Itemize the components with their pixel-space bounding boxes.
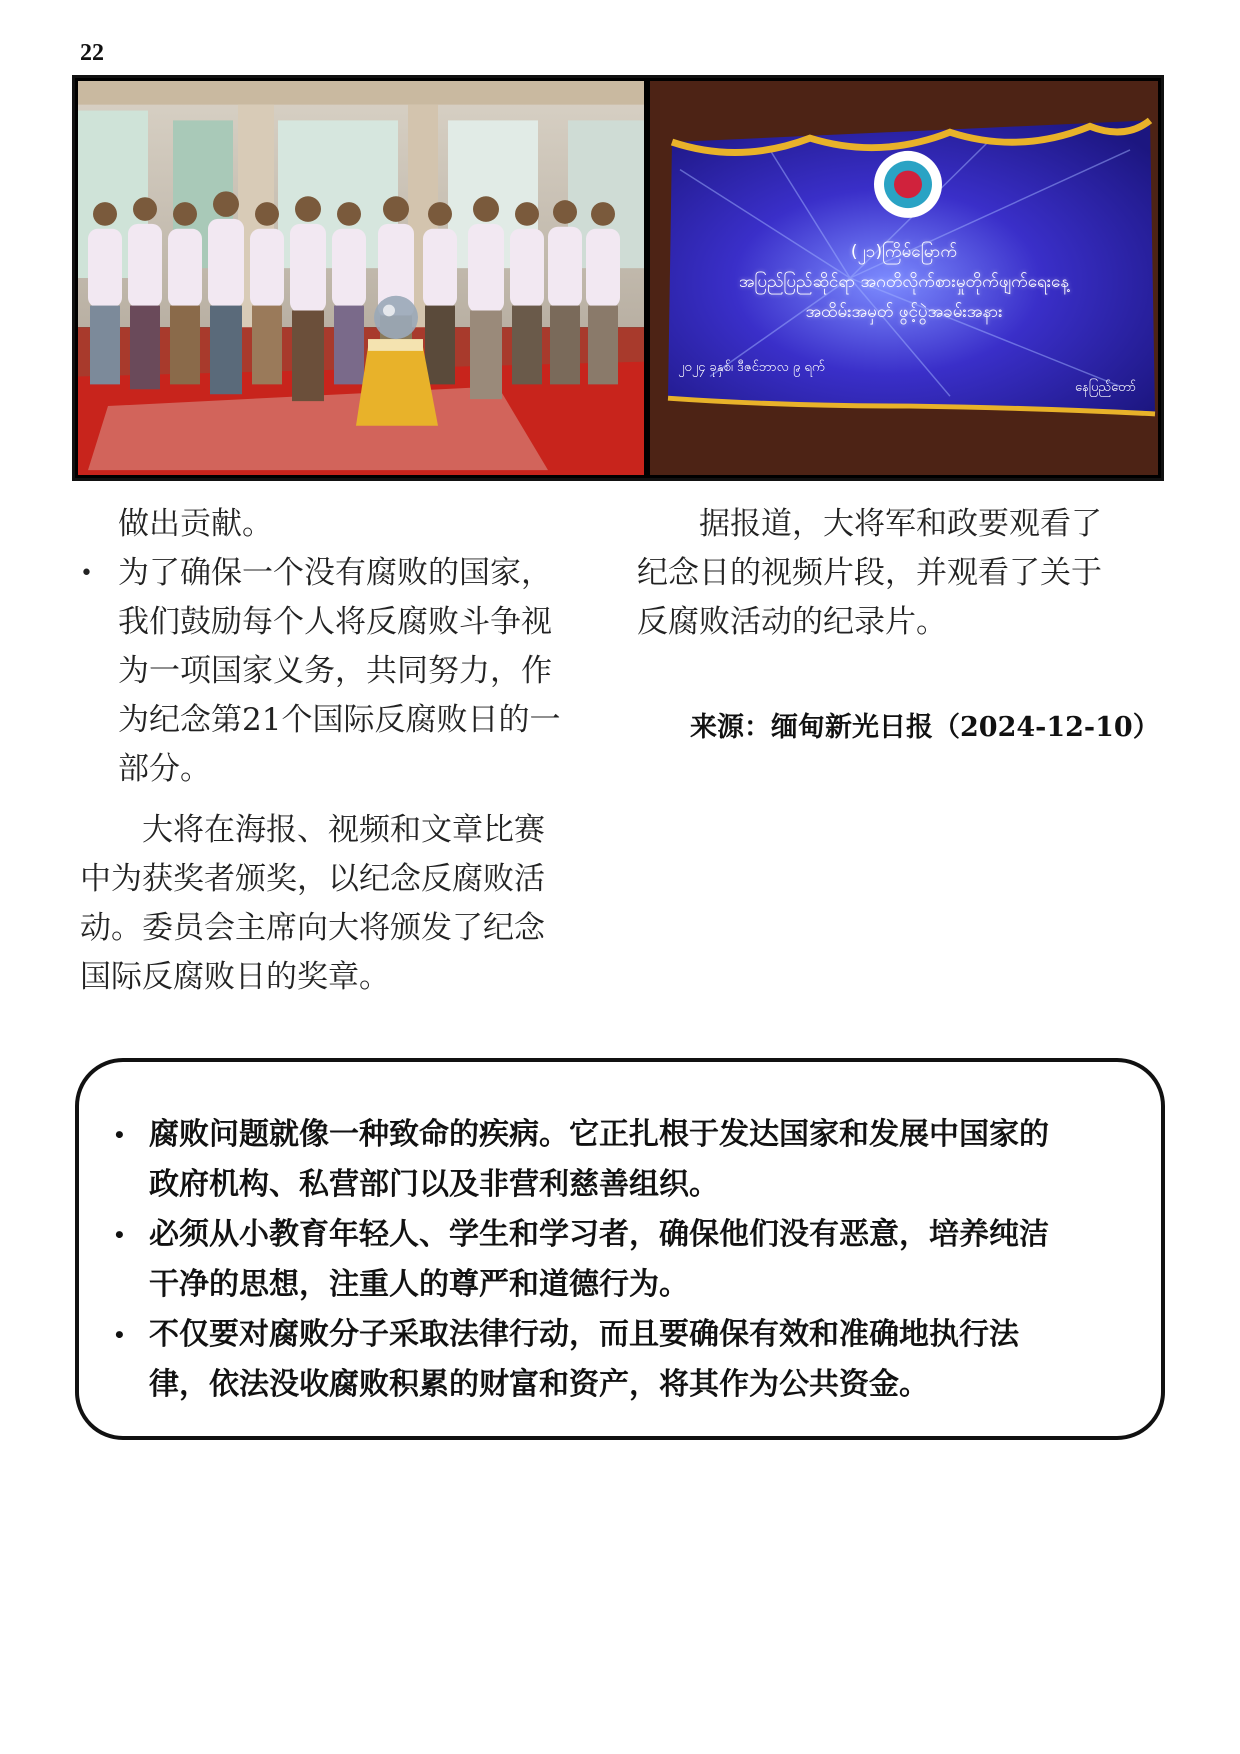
- bullet-line: 为了确保一个没有腐败的国家，: [118, 555, 552, 591]
- highlight-item: [99, 1310, 1141, 1410]
- award-paragraph: [80, 806, 600, 1002]
- paragraph-line: 反腐败活动的纪录片。: [637, 604, 947, 640]
- paragraph-line: 据报道，大将军和政要观看了: [699, 506, 1102, 542]
- bullet-line: 为一项国家义务，共同努力，作: [118, 653, 552, 689]
- highlight-line: 律，依法没收腐败积累的财富和资产，将其作为公共资金。: [149, 1367, 929, 1402]
- highlight-line: 必须从小教育年轻人、学生和学习者，确保他们没有恶意，培养纯洁: [149, 1217, 1049, 1252]
- highlight-line: 干净的思想，注重人的尊严和道德行为。: [149, 1267, 689, 1302]
- highlight-item: [99, 1110, 1141, 1210]
- bullet-line: 为纪念第21个国际反腐败日的一: [118, 702, 561, 738]
- bullet-icon: •: [113, 1123, 126, 1147]
- bullet-item: [80, 549, 600, 794]
- highlight-line: 不仅要对腐败分子采取法律行动，而且要确保有效和准确地执行法: [149, 1317, 1019, 1352]
- paragraph-line: 动。委员会主席向大将颁发了纪念: [80, 910, 545, 946]
- paragraph-line: 纪念日的视频片段，并观看了关于: [637, 555, 1102, 591]
- screen-line-1: (၂၁)ကြိမ်မြောက်: [850, 242, 958, 262]
- screen-place: နေပြည်တော်: [1074, 380, 1136, 395]
- bullet-icon: •: [80, 561, 93, 586]
- page-number: 22: [80, 40, 104, 66]
- projection-screen-photo: [650, 81, 1158, 475]
- bullet-icon: •: [113, 1223, 126, 1247]
- screen-line-2: အပြည်ပြည်ဆိုင်ရာ အဂတိလိုက်စားမှုတိုက်ဖျက်ရေးနေ့: [738, 272, 1070, 292]
- bullet-line: 部分。: [118, 751, 211, 787]
- bullet-icon: •: [113, 1323, 126, 1347]
- bullet-line: 我们鼓励每个人将反腐败斗争视: [118, 604, 552, 640]
- continued-line: 做出贡献。: [118, 506, 273, 542]
- photo-frame: [72, 75, 1164, 481]
- paragraph-line: 大将在海报、视频和文章比赛: [142, 812, 545, 848]
- paragraph-line: 国际反腐败日的奖章。: [80, 959, 390, 995]
- source-citation: 来源：缅甸新光日报（2024-12-10）: [690, 712, 1160, 743]
- highlight-box: [75, 1058, 1165, 1440]
- left-column: [80, 500, 600, 1002]
- highlight-list: [99, 1110, 1141, 1410]
- paragraph-line: 中为获奖者颁奖，以纪念反腐败活: [80, 861, 545, 897]
- screen-line-3: အထိမ်းအမှတ် ဖွင့်ပွဲအခမ်းအနား: [805, 302, 1003, 322]
- right-column: [637, 500, 1157, 647]
- screen-date: ၂၀၂၄ ခုနှစ်၊ ဒီဇင်ဘာလ ၉ ရက်: [678, 360, 825, 375]
- ceremony-photo: [78, 81, 644, 475]
- highlight-line: 政府机构、私营部门以及非营利慈善组织。: [149, 1167, 719, 1202]
- highlight-item: [99, 1210, 1141, 1310]
- highlight-line: 腐败问题就像一种致命的疾病。它正扎根于发达国家和发展中国家的: [149, 1117, 1049, 1152]
